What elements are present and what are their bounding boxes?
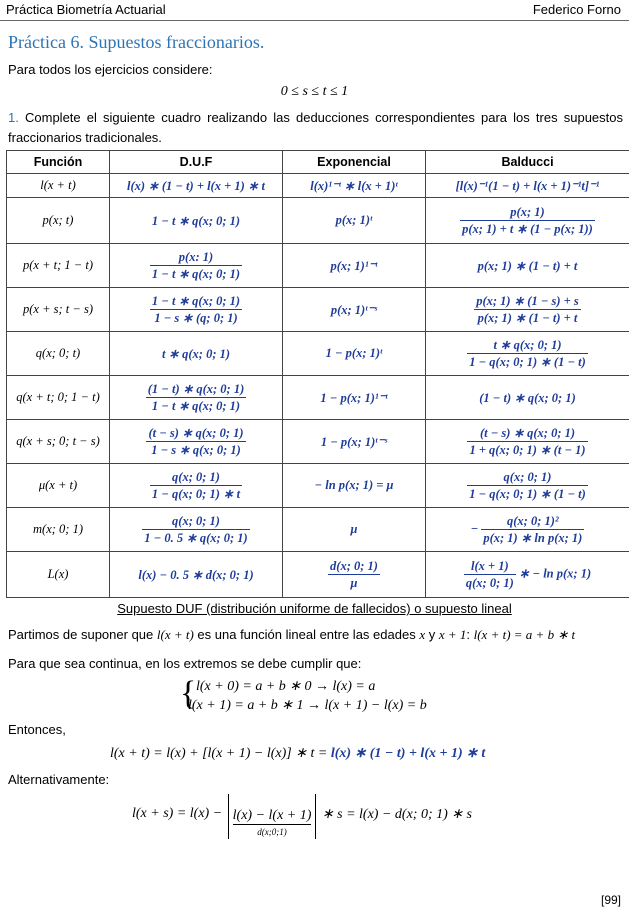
cell-function: p(x; t) bbox=[7, 198, 110, 244]
table-row bbox=[7, 464, 629, 508]
fraction bbox=[150, 293, 242, 326]
fractional-assumptions-table bbox=[6, 150, 629, 598]
denominator: 1 − s ∗ q(x; 0; 1) bbox=[146, 441, 245, 458]
cell-balducci bbox=[426, 464, 629, 508]
equation-duf bbox=[110, 745, 485, 762]
cell-duf bbox=[110, 420, 283, 464]
table-row bbox=[7, 174, 629, 198]
equation-alternative bbox=[132, 806, 472, 852]
denominator: q(x; 0; 1) bbox=[465, 576, 514, 590]
col-header-function: Función bbox=[7, 151, 110, 174]
table-row bbox=[7, 332, 629, 376]
table-row bbox=[7, 552, 629, 598]
intro-inequality: 0 ≤ s ≤ t ≤ 1 bbox=[280, 84, 349, 99]
denominator: 1 − t ∗ q(x; 0; 1) bbox=[151, 267, 241, 281]
fraction bbox=[474, 293, 581, 326]
system-line-2: l(x + 1) = a + b ∗ 1 → l(x + 1) − l(x) = b bbox=[188, 698, 427, 713]
cell-exponential: μ bbox=[283, 508, 426, 552]
brace: { bbox=[180, 675, 197, 712]
cell-exponential: 1 − p(x; 1)ᵗ⁻ˢ bbox=[283, 420, 426, 464]
minus-sign: − bbox=[470, 521, 479, 536]
header-author: Federico Forno bbox=[532, 2, 621, 17]
bracketed-term bbox=[228, 794, 317, 839]
cell-duf: 1 − t ∗ q(x; 0; 1) bbox=[110, 198, 283, 244]
table-header-row bbox=[7, 151, 629, 174]
cell-exponential bbox=[283, 552, 426, 598]
paragraph-linear bbox=[8, 627, 575, 643]
cell-function: q(x + t; 0; 1 − t) bbox=[7, 376, 110, 420]
cell-duf bbox=[110, 508, 283, 552]
cell-function: p(x + t; 1 − t) bbox=[7, 244, 110, 288]
exercise-number: 1. bbox=[8, 110, 19, 125]
cell-balducci: (1 − t) ∗ q(x; 0; 1) bbox=[426, 376, 629, 420]
col-header-duf: D.U.F bbox=[110, 151, 283, 174]
text-run: y bbox=[425, 627, 439, 642]
cell-balducci: [l(x)⁻¹(1 − t) + l(x + 1)⁻¹t]⁻¹ bbox=[426, 174, 629, 198]
numerator: q(x; 0; 1) bbox=[172, 514, 220, 528]
paragraph-continuity: Para que sea continua, en los extremos se debe cumplir que: bbox=[8, 656, 362, 671]
fraction bbox=[328, 558, 380, 591]
header-course: Práctica Biometría Actuarial bbox=[6, 2, 166, 17]
table-row bbox=[7, 420, 629, 464]
equation-lhs: l(x + t) = l(x) + [l(x + 1) − l(x)] ∗ t = bbox=[110, 746, 331, 761]
cell-duf bbox=[110, 376, 283, 420]
cell-exponential: p(x; 1)¹⁻ᵗ bbox=[283, 244, 426, 288]
table-row bbox=[7, 198, 629, 244]
fraction bbox=[464, 558, 516, 591]
numerator: q(x; 0; 1) bbox=[503, 470, 552, 484]
equation-lhs: l(x + s) = l(x) − bbox=[132, 806, 223, 821]
numerator: p(x; 1) ∗ (1 − s) + s bbox=[476, 294, 579, 308]
underbrace-expression: l(x) − l(x + 1) bbox=[233, 794, 312, 825]
intro-text: Para todos los ejercicios considere: bbox=[8, 62, 213, 77]
denominator: μ bbox=[328, 574, 380, 591]
text-run: Partimos de suponer que bbox=[8, 627, 157, 642]
numerator: q(x; 0; 1) bbox=[172, 470, 220, 484]
cell-function: μ(x + t) bbox=[7, 464, 110, 508]
underbrace-label: d(x;0;1) bbox=[257, 827, 287, 837]
denominator: 1 − t ∗ q(x; 0; 1) bbox=[146, 397, 247, 414]
numerator: q(x; 0; 1)² bbox=[507, 514, 559, 528]
cell-duf bbox=[110, 244, 283, 288]
cell-balducci bbox=[426, 508, 629, 552]
fraction bbox=[467, 337, 588, 370]
equation-result: l(x) ∗ (1 − t) + l(x + 1) ∗ t bbox=[330, 746, 486, 761]
cell-duf: l(x) − 0. 5 ∗ d(x; 0; 1) bbox=[110, 552, 283, 598]
fraction bbox=[150, 249, 242, 282]
table-row bbox=[7, 244, 629, 288]
col-header-balducci: Balducci bbox=[426, 151, 629, 174]
section-title: Supuesto DUF (distribución uniforme de fallecidos) o supuesto lineal bbox=[117, 601, 512, 616]
fraction bbox=[142, 513, 249, 546]
table-row bbox=[7, 376, 629, 420]
denominator: 1 − 0. 5 ∗ q(x; 0; 1) bbox=[144, 531, 248, 545]
cell-exponential: p(x; 1)ᵗ⁻ˢ bbox=[283, 288, 426, 332]
cell-function: l(x + t) bbox=[7, 174, 110, 198]
denominator: p(x; 1) + t ∗ (1 − p(x; 1)) bbox=[462, 222, 593, 236]
cell-function: q(x; 0; t) bbox=[7, 332, 110, 376]
cell-exponential: 1 − p(x; 1)ᵗ bbox=[283, 332, 426, 376]
cell-balducci bbox=[426, 332, 629, 376]
cell-function: q(x + s; 0; t − s) bbox=[7, 420, 110, 464]
text-run: es una función lineal entre las edades bbox=[193, 627, 420, 642]
cell-balducci bbox=[426, 198, 629, 244]
cell-function: L(x) bbox=[7, 552, 110, 598]
denominator: p(x; 1) ∗ (1 − t) + t bbox=[474, 309, 581, 326]
math-run: x + 1 bbox=[438, 627, 467, 642]
table-row bbox=[7, 508, 629, 552]
denominator: 1 − q(x; 0; 1) ∗ t bbox=[151, 487, 241, 501]
fraction bbox=[146, 425, 245, 458]
fraction bbox=[481, 513, 584, 546]
paragraph-then: Entonces, bbox=[8, 722, 66, 737]
page-number: [99] bbox=[600, 893, 621, 907]
numerator: t ∗ q(x; 0; 1) bbox=[493, 338, 562, 352]
cell-balducci: p(x; 1) ∗ (1 − t) + t bbox=[426, 244, 629, 288]
text-run: : bbox=[466, 627, 474, 642]
cell-exponential: − ln p(x; 1) = μ bbox=[283, 464, 426, 508]
cell-duf bbox=[110, 464, 283, 508]
system-line-1: l(x + 0) = a + b ∗ 0 → l(x) = a bbox=[196, 679, 376, 694]
cell-function: m(x; 0; 1) bbox=[7, 508, 110, 552]
fraction bbox=[146, 381, 247, 414]
cell-exponential: 1 − p(x; 1)¹⁻ᵗ bbox=[283, 376, 426, 420]
cell-duf: l(x) ∗ (1 − t) + l(x + 1) ∗ t bbox=[110, 174, 283, 198]
cell-balducci bbox=[426, 552, 629, 598]
cell-balducci bbox=[426, 420, 629, 464]
exercise-text: Complete el siguiente cuadro realizando las deducciones correspondientes para los tres supuestos fraccionarios tradicionales. bbox=[8, 110, 624, 145]
numerator: l(x + 1) bbox=[470, 559, 509, 573]
table-row bbox=[7, 288, 629, 332]
denominator: 1 − q(x; 0; 1) ∗ (1 − t) bbox=[469, 487, 586, 501]
equation-rhs: ∗ s = l(x) − d(x; 0; 1) ∗ s bbox=[321, 807, 472, 822]
denominator: 1 + q(x; 0; 1) ∗ (t − 1) bbox=[469, 443, 586, 457]
numerator: p(x; 1) bbox=[510, 205, 545, 219]
math-run: x bbox=[419, 627, 426, 642]
math-run: l(x + t) bbox=[156, 627, 194, 642]
math-run: l(x + t) = a + b ∗ t bbox=[473, 627, 576, 642]
cell-exponential: p(x; 1)ᵗ bbox=[283, 198, 426, 244]
col-header-exponential: Exponencial bbox=[283, 151, 426, 174]
page-header bbox=[0, 0, 629, 21]
cell-balducci bbox=[426, 288, 629, 332]
cell-duf bbox=[110, 288, 283, 332]
cell-duf: t ∗ q(x; 0; 1) bbox=[110, 332, 283, 376]
numerator: d(x; 0; 1) bbox=[330, 559, 378, 573]
fraction bbox=[150, 469, 242, 502]
denominator: 1 − s ∗ (q; 0; 1) bbox=[150, 309, 242, 326]
cell-exponential: l(x)¹⁻ᵗ ∗ l(x + 1)ᵗ bbox=[283, 174, 426, 198]
denominator: p(x; 1) ∗ ln p(x; 1) bbox=[483, 531, 583, 545]
exercise-1 bbox=[8, 108, 623, 148]
numerator: p(x: 1) bbox=[178, 250, 214, 264]
numerator: (t − s) ∗ q(x; 0; 1) bbox=[479, 426, 576, 440]
cell-function: p(x + s; t − s) bbox=[7, 288, 110, 332]
numerator: (t − s) ∗ q(x; 0; 1) bbox=[148, 426, 244, 440]
page-title: Práctica 6. Supuestos fraccionarios. bbox=[8, 32, 265, 52]
fraction bbox=[467, 425, 587, 458]
fraction bbox=[467, 469, 588, 502]
numerator: 1 − t ∗ q(x; 0; 1) bbox=[151, 294, 241, 308]
fraction bbox=[460, 204, 595, 237]
denominator: 1 − q(x; 0; 1) ∗ (1 − t) bbox=[469, 355, 586, 369]
paragraph-alternatively: Alternativamente: bbox=[8, 772, 110, 787]
numerator: (1 − t) ∗ q(x; 0; 1) bbox=[147, 382, 245, 396]
factor-suffix: ∗ − ln p(x; 1) bbox=[518, 566, 592, 581]
